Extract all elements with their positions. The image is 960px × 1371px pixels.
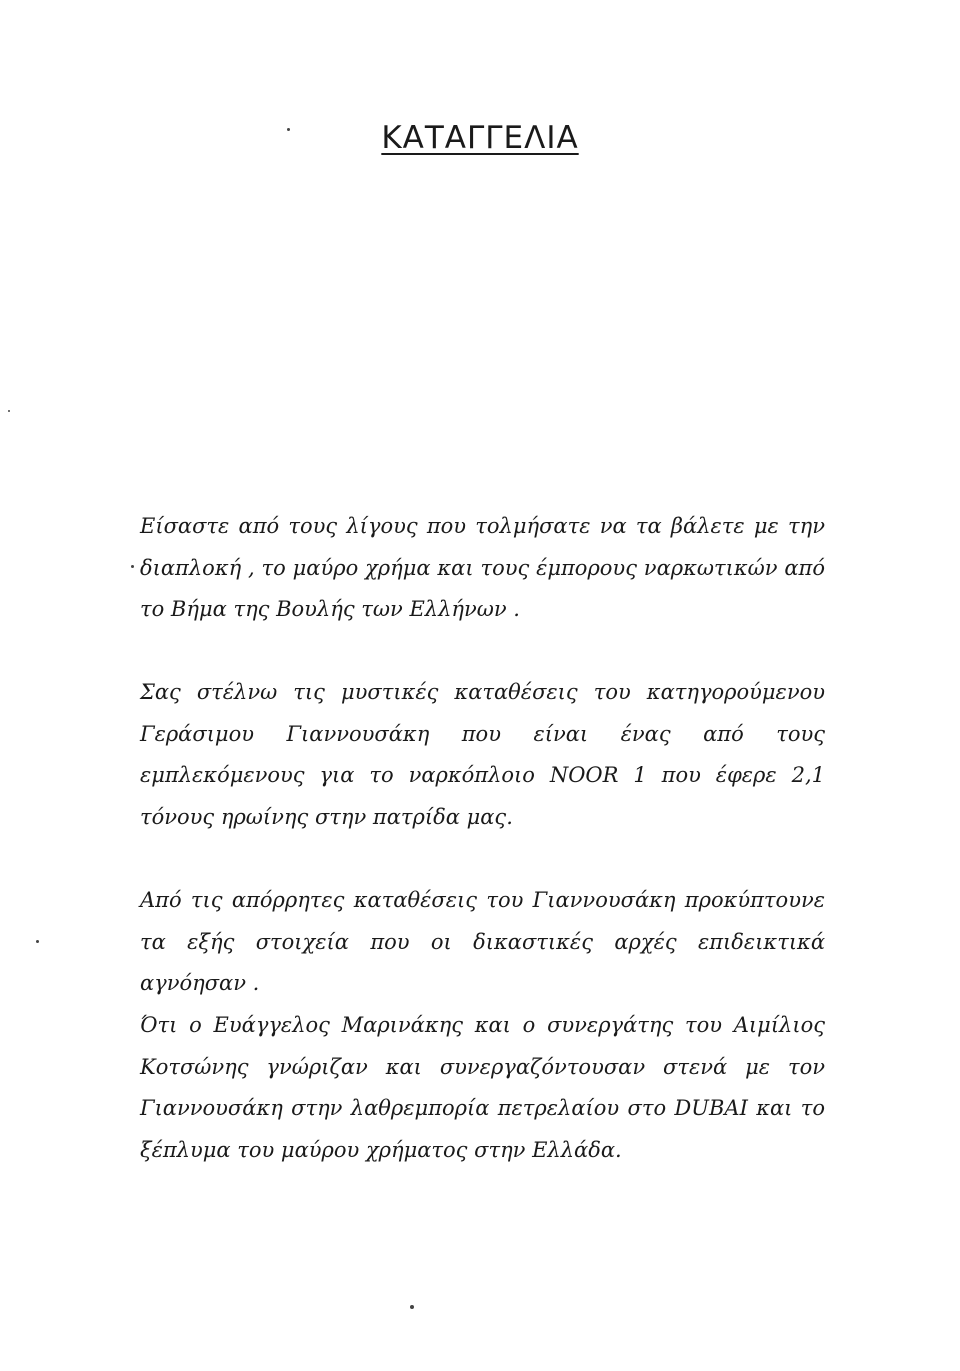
- scan-speck: [410, 1305, 414, 1309]
- paragraph-4: Ότι ο Ευάγγελος Μαρινάκης και ο συνεργάτης του Αιμίλιος Κοτσώνης γνώριζαν και συνεργαζόντουσαν στενά με τον Γιαννουσάκη στην λαθρεμπορία πετρελαίου στο DUBAI και το ξέπλυμα του μαύρου χρήματος στην Ελλάδα.: [140, 1013, 825, 1162]
- document-title: ΚΑΤΑΓΓΕΛΙΑ: [381, 120, 579, 156]
- paragraph-3: Από τις απόρρητες καταθέσεις του Γιαννουσάκη προκύπτουνε τα εξής στοιχεία που οι δικαστικές αρχές επιδεικτικά αγνόησαν .: [140, 888, 825, 995]
- paragraph-2: Σας στέλνω τις μυστικές καταθέσεις του κατηγορούμενου Γεράσιμου Γιαννουσάκη που είναι ένας από τους εμπλεκόμενους για το ναρκόπλοιο NOOR 1 που έφερε 2,1 τόνους ηρωίνης στην πατρίδα μας.: [140, 680, 825, 829]
- paragraph-1: Είσαστε από τους λίγους που τολμήσατε να τα βάλετε με την διαπλοκή , το μαύρο χρήμα και τους έμπορους ναρκωτικών από το Βήμα της Βουλής των Ελλήνων .: [140, 514, 825, 621]
- scan-speck: [8, 410, 10, 412]
- scan-speck: [287, 128, 290, 131]
- scan-speck: [131, 565, 134, 568]
- scan-speck: [36, 940, 39, 943]
